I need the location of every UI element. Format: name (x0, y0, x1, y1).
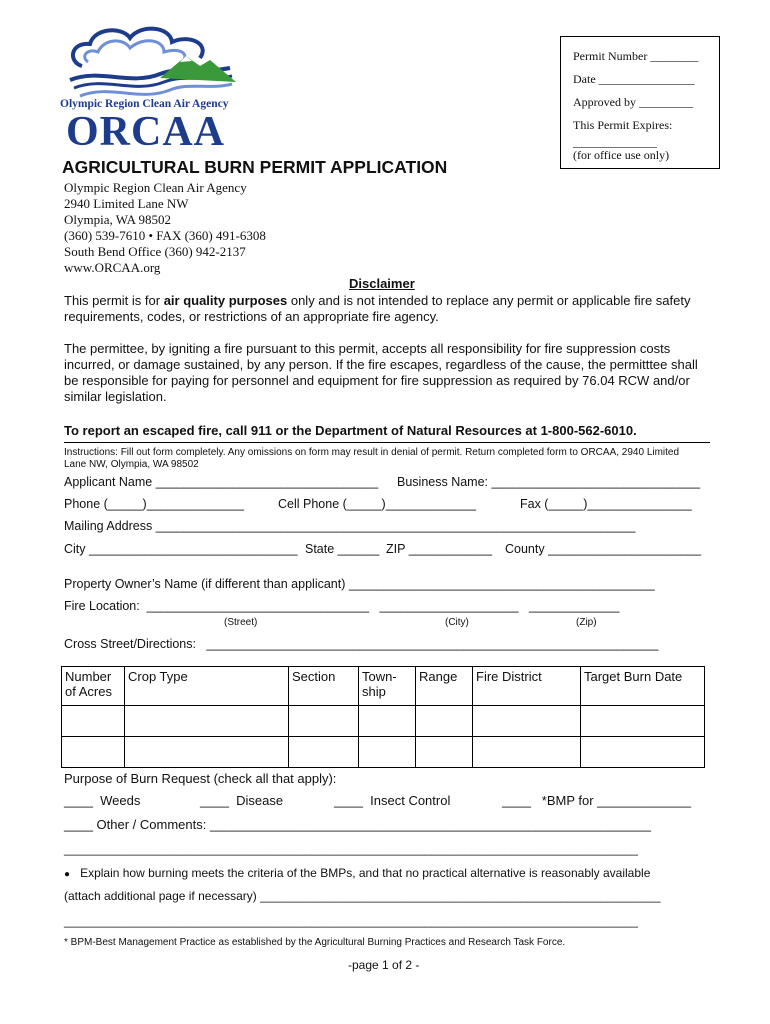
logo-wordmark: ORCAA (66, 109, 225, 155)
table-cell[interactable] (125, 706, 289, 737)
website-link[interactable]: www.ORCAA.org (64, 260, 161, 275)
burn-details-table (61, 666, 705, 768)
table-cell[interactable] (125, 737, 289, 768)
address-line: Olympia, WA 98502 (64, 212, 172, 227)
page-title: AGRICULTURAL BURN PERMIT APPLICATION (62, 157, 448, 177)
disclaimer-heading: Disclaimer (349, 276, 415, 291)
fax-field[interactable]: Fax (_____)_______________ (520, 497, 692, 511)
address-line: (360) 539-7610 • FAX (360) 491-6308 (64, 228, 266, 243)
header-range: Range (416, 667, 473, 706)
phone-field[interactable]: Phone (_____)______________ (64, 497, 245, 511)
city-field[interactable]: City ______________________________ (64, 542, 298, 556)
permit-expires-field[interactable]: ______________ (573, 135, 657, 149)
weeds-checkbox[interactable]: ____ Weeds (64, 793, 141, 808)
header-fire-district: Fire District (473, 667, 581, 706)
disclaimer-paragraph-2: The permittee, by igniting a fire pursuant to this permit, accepts all responsibility for fire suppression costs incurred, or damage sustained, by any person. If the fire escapes, regardless of the cause, the permitttee shall be responsible for paying for personnel and equipment for fire suppression as required by 76.04 RCW and/or similar legislation. (64, 341, 698, 404)
state-field[interactable]: State ______ (305, 542, 380, 556)
insect-control-checkbox[interactable]: ____ Insect Control (334, 793, 451, 808)
table-cell[interactable] (581, 706, 705, 737)
table-cell[interactable] (473, 737, 581, 768)
cell-phone-field[interactable]: Cell Phone (_____)_____________ (278, 497, 477, 511)
bmp-footnote: * BPM-Best Management Practice as established by the Agricultural Burning Practices and Research Task Force. (64, 937, 566, 948)
purpose-heading: Purpose of Burn Request (check all that apply): (64, 771, 337, 786)
table-row (62, 706, 705, 737)
business-name-field[interactable]: Business Name: ______________________________ (397, 475, 701, 489)
instructions-text: Instructions: Fill out form completely. Any omissions on form may result in denial of permit. Return completed form to ORCAA, 2940 Limited Lane NW, Olympia, WA 98502 (64, 447, 680, 470)
bmp-checkbox[interactable]: ____ *BMP for _____________ (502, 793, 692, 808)
county-field[interactable]: County ______________________ (505, 542, 702, 556)
page-number: -page 1 of 2 - (348, 958, 420, 972)
table-cell[interactable] (416, 737, 473, 768)
table-row (62, 737, 705, 768)
street-label: (Street) (224, 617, 258, 628)
office-use-box (560, 36, 720, 169)
office-use-note: (for office use only) (573, 148, 670, 162)
address-line: 2940 Limited Lane NW (64, 196, 189, 211)
table-cell[interactable] (416, 706, 473, 737)
explain-blank-line[interactable]: ______________________________________________________________________________________ (64, 914, 638, 928)
table-cell[interactable] (473, 706, 581, 737)
escaped-fire-notice: To report an escaped fire, call 911 or the Department of Natural Resources at 1-800-562-6010. (64, 423, 637, 438)
header-target-burn-date: Target Burn Date (581, 667, 705, 706)
divider (64, 442, 710, 443)
table-cell[interactable] (359, 737, 416, 768)
table-cell[interactable] (62, 737, 125, 768)
applicant-name-field[interactable]: Applicant Name ________________________________ (64, 475, 379, 489)
header-section: Section (289, 667, 359, 706)
mailing-address-field[interactable]: Mailing Address _____________________________________________________________________ (64, 519, 636, 533)
orcaa-logo (60, 22, 240, 155)
header-township: Town- ship (359, 667, 416, 706)
disclaimer-paragraph-1: This permit is for air quality purposes only and is not intended to replace any permit or applicable fire safety requirements, codes, or restrictions of an appropriate fire agency. (64, 293, 691, 324)
table-cell[interactable] (289, 706, 359, 737)
property-owner-field[interactable]: Property Owner’s Name (if different than applicant) ____________________________________________ (64, 577, 655, 591)
permit-expires-label: This Permit Expires: (573, 118, 673, 132)
table-cell[interactable] (581, 737, 705, 768)
table-cell[interactable] (289, 737, 359, 768)
table-cell[interactable] (359, 706, 416, 737)
address-line: Olympic Region Clean Air Agency (64, 180, 247, 195)
city-label: (City) (445, 617, 469, 628)
address-line: South Bend Office (360) 942-2137 (64, 244, 246, 259)
cloud-mountain-logo-graphic (60, 22, 240, 102)
bullet-icon: ● (64, 869, 71, 880)
logo-agency-name: Olympic Region Clean Air Agency (60, 98, 229, 110)
other-comments-field[interactable]: ____ Other / Comments: _____________________________________________________________ (64, 817, 651, 832)
disease-checkbox[interactable]: ____ Disease (200, 793, 284, 808)
cross-street-field[interactable]: Cross Street/Directions: _________________________________________________________________ (64, 637, 659, 651)
comments-blank-line[interactable]: ______________________________________________________________________________________ (64, 842, 638, 856)
date-field[interactable]: Date ________________ (573, 72, 695, 86)
zip-label: (Zip) (576, 617, 597, 628)
fire-location-field[interactable]: Fire Location: ________________________________ ____________________ _____________ (64, 599, 620, 613)
header-acres: Number of Acres (62, 667, 125, 706)
header-crop-type: Crop Type (125, 667, 289, 706)
explain-bullet: ● Explain how burning meets the criteria of the BMPs, and that no practical alternative is reasonably available (64, 866, 651, 880)
table-cell[interactable] (62, 706, 125, 737)
attach-page-field[interactable]: (attach additional page if necessary) ____________________________________________________________ (64, 889, 661, 903)
approved-by-field[interactable]: Approved by _________ (573, 95, 693, 109)
table-header-row (62, 667, 705, 706)
permit-number-field[interactable]: Permit Number ________ (573, 49, 699, 63)
zip-field[interactable]: ZIP ____________ (386, 542, 493, 556)
